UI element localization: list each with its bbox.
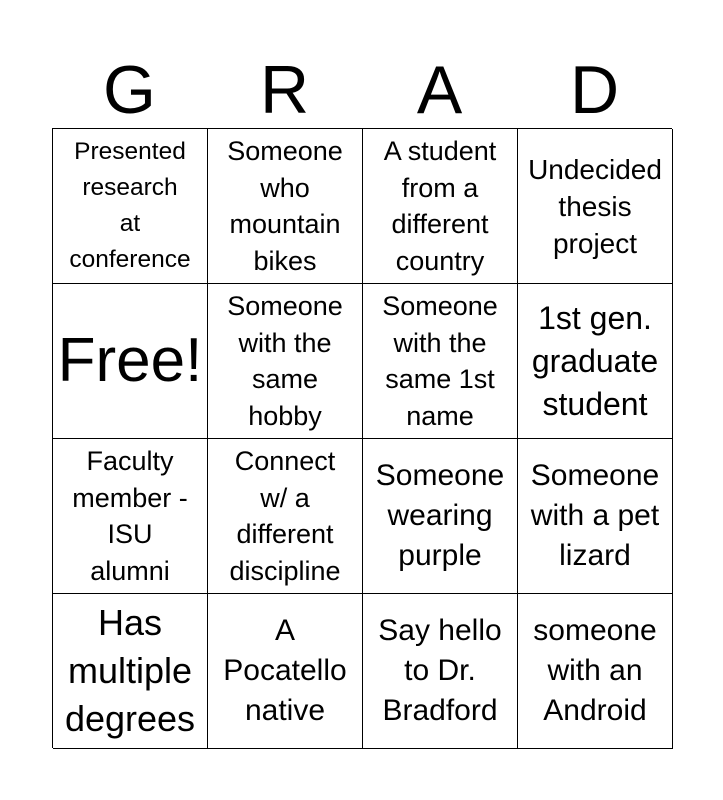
cell-text: Someone who mountain bikes xyxy=(227,136,343,276)
bingo-cell-free[interactable] xyxy=(53,284,208,439)
bingo-cell-r1c1[interactable] xyxy=(53,129,208,284)
cell-text: someone with an Android xyxy=(533,614,657,727)
cell-text: A Pocatello native xyxy=(223,614,347,727)
bingo-cell-r1c3[interactable] xyxy=(363,129,518,284)
bingo-cell-r3c1[interactable] xyxy=(53,439,208,594)
bingo-cell-r4c3[interactable] xyxy=(363,594,518,749)
bingo-cell-r4c1[interactable] xyxy=(53,594,208,749)
header-letter-g: G xyxy=(103,52,156,128)
cell-text: Faculty member - ISU alumni xyxy=(72,446,188,586)
bingo-cell-r3c3[interactable] xyxy=(363,439,518,594)
cell-text: 1st gen. graduate student xyxy=(531,299,659,422)
cell-text: Someone with the same hobby xyxy=(227,291,343,431)
cell-text: Someone wearing purple xyxy=(375,459,505,572)
bingo-cell-r4c2[interactable] xyxy=(208,594,363,749)
bingo-cell-r2c4[interactable] xyxy=(518,284,673,439)
bingo-cell-r3c4[interactable] xyxy=(518,439,673,594)
bingo-cell-r2c2[interactable] xyxy=(208,284,363,439)
header-letter-r: R xyxy=(259,52,310,128)
bingo-cell-r4c4[interactable] xyxy=(518,594,673,749)
cell-text: Someone with the same 1st name xyxy=(382,291,498,431)
cell-text: A student from a different country xyxy=(383,136,497,276)
bingo-cell-r3c2[interactable] xyxy=(208,439,363,594)
bingo-board xyxy=(52,128,672,748)
bingo-cell-r1c2[interactable] xyxy=(208,129,363,284)
cell-text: Say hello to Dr. Bradford xyxy=(378,614,502,727)
bingo-cell-r2c3[interactable] xyxy=(363,284,518,439)
cell-text: Presented research at conference xyxy=(69,138,191,273)
header-letter-d: D xyxy=(569,52,620,128)
cell-text: Has multiple degrees xyxy=(64,602,196,739)
header-letter-a: A xyxy=(416,52,463,128)
bingo-header xyxy=(52,52,672,128)
free-space-text: Free! xyxy=(57,326,203,395)
bingo-cell-r1c4[interactable] xyxy=(518,129,673,284)
cell-text: Undecided thesis project xyxy=(528,153,662,259)
cell-text: Someone with a pet lizard xyxy=(530,459,660,572)
cell-text: Connect w/ a different discipline xyxy=(229,446,341,586)
